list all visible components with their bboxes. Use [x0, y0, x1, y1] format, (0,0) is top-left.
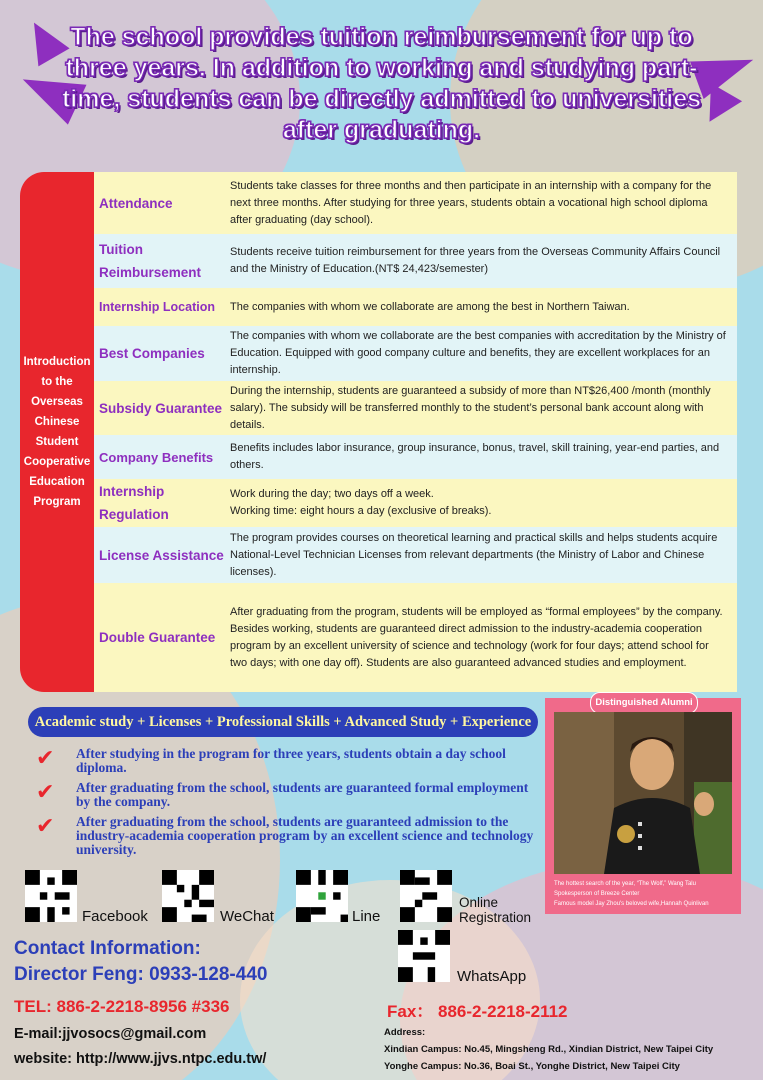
caption-line: Spokesperson of Breeze Center: [554, 891, 640, 897]
tel-number[interactable]: TEL: 886-2-2218-8956 #336: [14, 997, 230, 1016]
row-term: Double Guarantee: [99, 630, 216, 645]
address-line: Yonghe Campus: No.36, Boai St., Yonghe District, New Taipei City: [384, 1061, 680, 1072]
website-link[interactable]: website: http://www.jjvs.ntpc.edu.tw/: [14, 1051, 267, 1067]
table-row: [94, 172, 737, 234]
list-item: [36, 747, 536, 775]
checkmark-icon: ✔: [36, 779, 55, 804]
row-term: Internship Regulation: [99, 484, 169, 522]
checkmark-icon: ✔: [36, 813, 55, 838]
line-qr-icon[interactable]: [296, 870, 348, 922]
wechat-qr-icon[interactable]: [162, 870, 214, 922]
list-item-text: After graduating from the school, students are guaranteed formal employment by the company.: [76, 780, 529, 809]
table-row: [94, 234, 737, 288]
address-label: Address:: [384, 1027, 426, 1038]
contact-heading: Contact Information:: [14, 938, 201, 959]
sidebar-title: Introduction to the Overseas Chinese Student Cooperative Education Program: [23, 356, 91, 508]
online-registration-label: Online Registration: [459, 895, 532, 925]
checkmark-icon: ✔: [36, 745, 55, 770]
wechat-label: WeChat: [220, 908, 274, 925]
row-desc: Work during the day; two days off a week. Working time: eight hours a day (exclusive of breaks).: [230, 488, 492, 517]
list-item: [36, 781, 536, 809]
table-row: [94, 326, 737, 381]
table-row: [94, 435, 737, 479]
program-rows: [94, 172, 737, 692]
table-row: [94, 583, 737, 692]
alumni-card: [545, 698, 741, 914]
caption-line: Famous model Jay Zhou's beloved wife,Hannah Quinlivan: [554, 901, 709, 907]
caption-line: The hottest search of the year, “The Wolf,” Wang Talu: [554, 881, 696, 887]
email-link[interactable]: E-mail:jjvosocs@gmail.com: [14, 1026, 207, 1042]
facebook-qr-icon[interactable]: [25, 870, 77, 922]
alumni-caption: [554, 879, 736, 909]
address-line: Xindian Campus: No.45, Mingsheng Rd., Xindian District, New Taipei City: [384, 1044, 714, 1055]
alumni-photo: [554, 712, 732, 874]
row-term: Subsidy Guarantee: [99, 400, 223, 416]
headline: The school provides tuition reimbursement for up to three years. In addition to working and studying part-time, students can be directly admitted to universities after graduating.: [61, 23, 702, 144]
row-desc: Benefits includes labor insurance, group insurance, bonus, travel, skill training, year-end parties, and others.: [230, 442, 720, 471]
line-label: Line: [352, 908, 381, 925]
list-item: [36, 815, 536, 857]
list-item-text: After graduating from the school, students are guaranteed admission to the industry-academia cooperation program by an excellent science and technology university.: [76, 814, 534, 857]
table-row: [94, 479, 737, 527]
list-item-text: After studying in the program for three years, students obtain a day school diploma.: [76, 746, 506, 775]
table-row: [94, 288, 737, 326]
row-desc: The companies with whom we collaborate are among the best in Northern Taiwan.: [230, 300, 630, 313]
director-contact: Director Feng: 0933-128-440: [14, 964, 268, 985]
address-block: [384, 1024, 713, 1075]
whatsapp-label: WhatsApp: [457, 968, 527, 985]
row-desc: The companies with whom we collaborate are the best companies with accreditation by the Ministry of Education. Equipped with good company culture and benefits, they are excellent workplaces for an internship.: [230, 330, 726, 376]
fax-number: Fax： 886-2-2218-2112: [387, 1002, 568, 1021]
row-desc: After graduating from the program, students will be employed as “formal employees” by the company. Besides working, students are guaranteed direct admission to the industry-academia cooperation program by an excellent university of science and technology (work for four days; attend school for two days; with one day off). Students are also guaranteed advanced studies and employment.: [230, 605, 723, 669]
row-desc: Students take classes for three months and then participate in an internship with a company for the next three months. After studying for three years, students obtain a vocational high school diploma after graduating (day school).: [230, 179, 712, 226]
program-sidebar: [20, 172, 94, 692]
table-row: [94, 527, 737, 583]
row-term: License Assistance: [99, 547, 224, 563]
facebook-label: Facebook: [82, 908, 148, 925]
row-term: Internship Location: [99, 299, 215, 314]
whatsapp-qr-icon[interactable]: [398, 930, 450, 982]
row-term: Company Benefits: [99, 449, 214, 465]
row-term: Tuition Reimbursement: [99, 242, 202, 280]
guarantee-list: [36, 747, 536, 863]
row-term: Best Companies: [99, 346, 205, 361]
row-desc: During the internship, students are guaranteed a subsidy of more than NT$26,400 /month (monthly salary). The subsidy will be transferred monthly to the student’s personal bank account along with details.: [230, 384, 711, 431]
row-term: Attendance: [99, 195, 173, 211]
alumni-tag: Distinguished Alumni: [590, 692, 698, 714]
row-desc: The program provides courses on theoretical learning and practical skills and helps students acquire National-Level Technician Licenses from relevant departments (the Ministry of Labor and Chinese licenses).: [230, 531, 718, 578]
row-desc: Students receive tuition reimbursement for three years from the Overseas Community Affairs Council and the Ministry of Education.(NT$ 24,423/semester): [230, 246, 721, 275]
benefits-banner: Academic study + Licenses + Professional Skills + Advanced Study + Experience: [28, 707, 538, 737]
table-row: [94, 381, 737, 435]
program-table: [20, 172, 737, 692]
online-registration-qr-icon[interactable]: [400, 870, 452, 922]
